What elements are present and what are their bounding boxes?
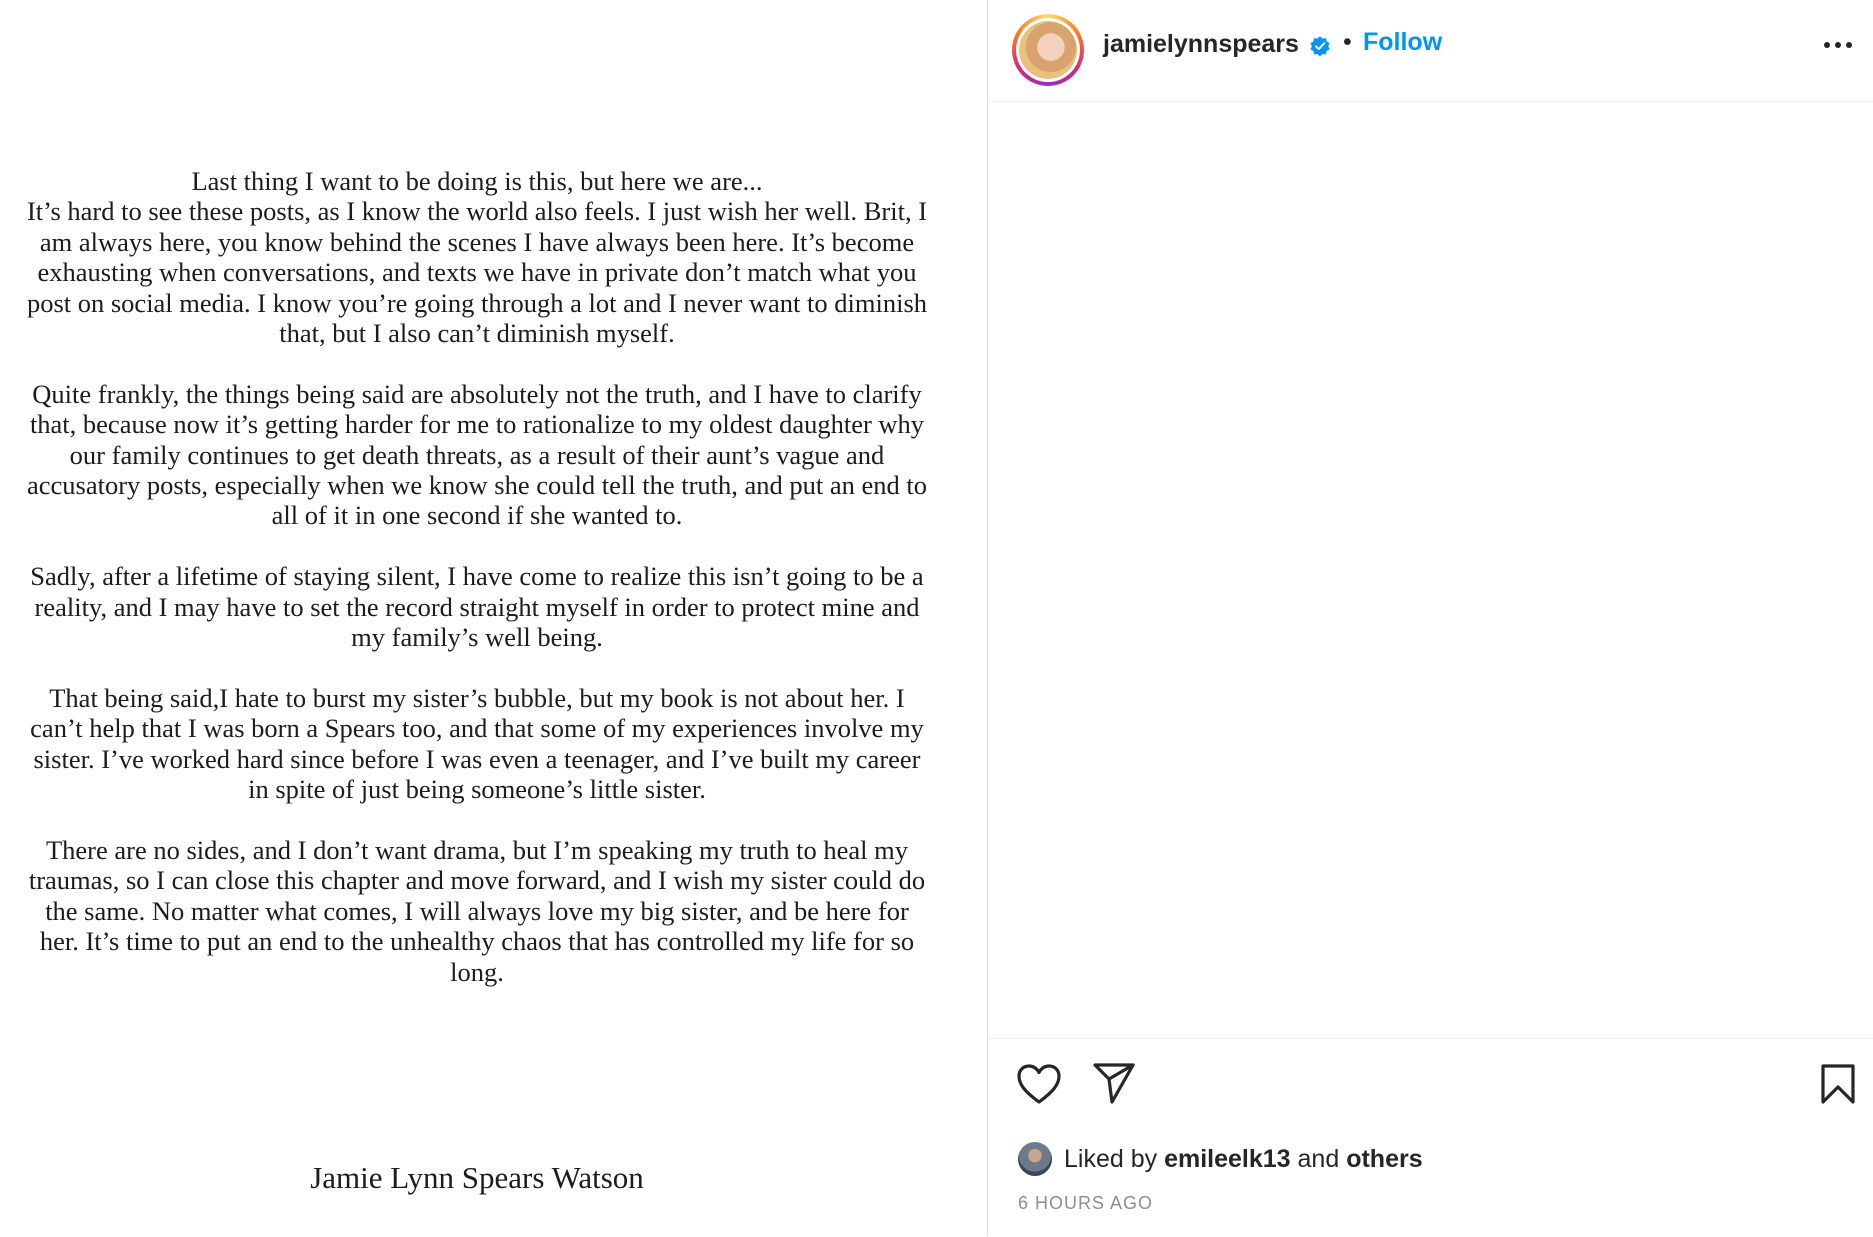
bookmark-icon[interactable] [1820, 1063, 1856, 1105]
share-paper-plane-icon[interactable] [1092, 1061, 1136, 1105]
likes-prefix: Liked by [1064, 1144, 1158, 1173]
follow-button[interactable]: Follow [1363, 28, 1443, 56]
avatar[interactable] [1012, 14, 1084, 86]
comments-area [988, 102, 1873, 1038]
verified-badge-icon [1309, 35, 1331, 57]
statement-paragraph-5: There are no sides, and I don’t want drama, but I’m speaking my truth to heal my traumas, so I can close this chapter and move forward, and I wish my sister could do the same. No matter what comes, I will always love my big sister, and be here for her. It’s time to put an end to the unhealthy chaos that has controlled my life for so long. [28, 834, 926, 987]
post-side-panel [987, 0, 1873, 1236]
heart-icon[interactable] [1016, 1063, 1062, 1105]
username[interactable]: jamielynnspears [1103, 30, 1299, 58]
likes-summary [1018, 1141, 1423, 1177]
likes-others-link[interactable]: others [1346, 1144, 1423, 1173]
statement-paragraph-3: Sadly, after a lifetime of staying silent, I have come to realize this isn’t going to be a reality, and I may have to set the record straight myself in order to protect mine and my family’s well being. [30, 561, 924, 653]
separator-dot: • [1343, 28, 1352, 56]
avatar-photo [1019, 21, 1077, 79]
more-options-icon[interactable] [1820, 32, 1856, 58]
statement-paragraph-2: Quite frankly, the things being said are absolutely not the truth, and I have to clarify that, because now it’s getting harder for me to rationalize to my oldest daughter why our family continues to get death threats, as a result of their aunt’s vague and accusatory posts, especially when we know she could tell the truth, and put an end to all of it in one second if she wanted to. [26, 378, 928, 531]
statement-signature: Jamie Lynn Spears Watson [310, 1160, 644, 1195]
avatar-border [1016, 18, 1080, 82]
liker-avatar[interactable] [1018, 1142, 1052, 1176]
post-header [988, 0, 1873, 102]
statement-paragraph-4: That being said,I hate to burst my sister’s bubble, but my book is not about her. I can’t help that I was born a Spears too, and that some of my experiences involve my sister. I’ve worked hard since before I was even a teenager, and I’ve built my career in spite of just being someone’s little sister. [30, 682, 924, 805]
likes-conjunction: and [1297, 1144, 1340, 1173]
liker-username[interactable]: emileelk13 [1164, 1144, 1291, 1173]
statement-paragraph-1: Last thing I want to be doing is this, but here we are... It’s hard to see these posts, as I know the world also feels. I just wish her well. Brit, I am always here, you know behind the scenes I have always been here. It’s become exhausting when conversations, and texts we have in private don’t match what you post on social media. I know you’re going through a lot and I never want to diminish that, but I also can’t diminish myself. [26, 166, 928, 349]
post-timestamp[interactable]: 6 HOURS AGO [1018, 1193, 1154, 1213]
statement-text [26, 166, 928, 1017]
